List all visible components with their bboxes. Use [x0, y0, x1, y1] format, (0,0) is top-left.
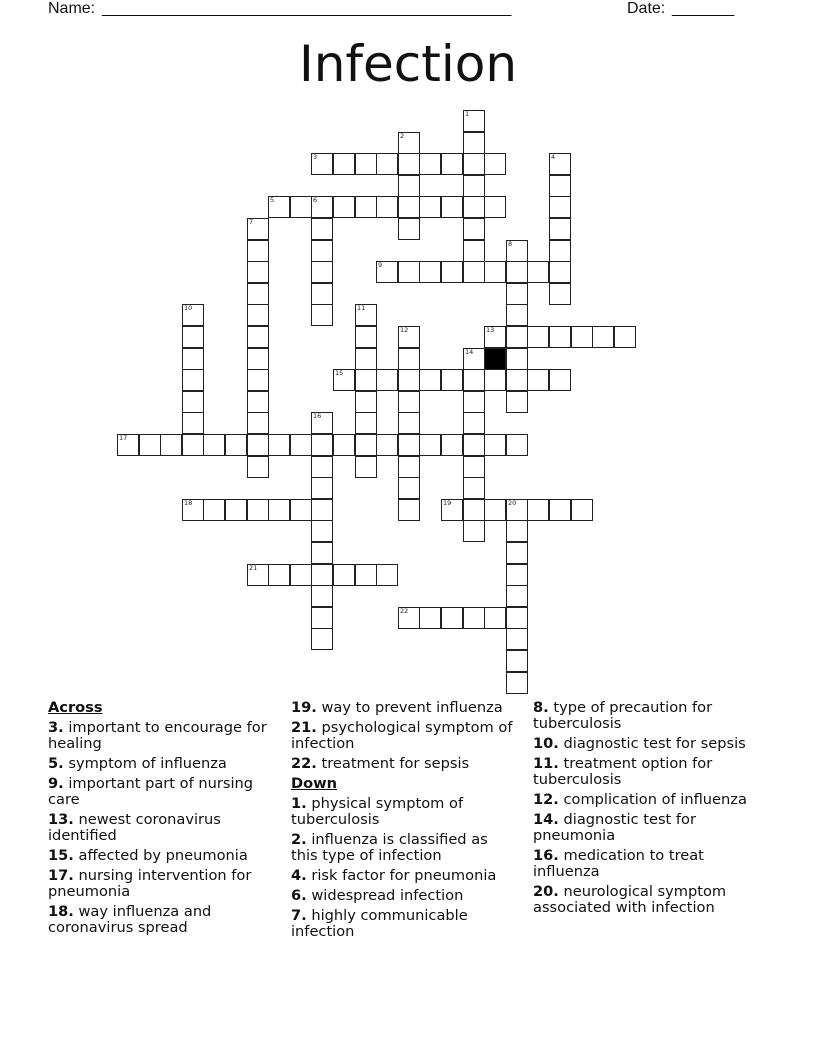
clue-text: influenza is classified as this type of infection	[291, 831, 488, 864]
grid-cell[interactable]	[333, 196, 355, 218]
grid-cell[interactable]	[247, 369, 269, 391]
grid-cell[interactable]	[376, 434, 398, 456]
clue-number: 13.	[48, 811, 74, 828]
clue-number: 15.	[48, 847, 74, 864]
grid-cell[interactable]	[398, 391, 420, 413]
across-heading: Across	[48, 699, 103, 716]
grid-cell[interactable]	[311, 412, 333, 434]
grid-cell[interactable]	[506, 304, 528, 326]
grid-cell[interactable]	[463, 412, 485, 434]
grid-cell[interactable]	[463, 520, 485, 542]
grid-cell[interactable]	[484, 326, 506, 348]
grid-cell[interactable]	[463, 153, 485, 175]
clue-text: important part of nursing care	[48, 775, 254, 808]
cell-number: 20	[508, 499, 517, 507]
grid-cell[interactable]	[160, 434, 182, 456]
clue-down-20	[533, 884, 763, 916]
grid-cell[interactable]	[441, 196, 463, 218]
grid-cell[interactable]	[333, 564, 355, 586]
grid-cell[interactable]	[549, 369, 571, 391]
grid-cell[interactable]	[376, 153, 398, 175]
grid-cell[interactable]	[506, 542, 528, 564]
grid-cell[interactable]	[484, 196, 506, 218]
grid-cell[interactable]	[463, 240, 485, 262]
clue-down-12	[533, 792, 763, 808]
grid-cell[interactable]	[311, 456, 333, 478]
grid-cell[interactable]	[506, 499, 528, 521]
grid-cell[interactable]	[247, 261, 269, 283]
clue-number: 20.	[533, 883, 559, 900]
grid-cell[interactable]	[247, 283, 269, 305]
grid-cell[interactable]	[419, 369, 441, 391]
cell-number: 14	[465, 348, 474, 356]
grid-cell[interactable]	[376, 564, 398, 586]
cell-number: 10	[184, 304, 193, 312]
grid-cell[interactable]	[463, 369, 485, 391]
grid-cell[interactable]	[398, 175, 420, 197]
cell-number: 3	[313, 153, 318, 161]
grid-cell[interactable]	[311, 153, 333, 175]
clue-text: psychological symptom of infection	[291, 719, 513, 752]
grid-cell[interactable]	[463, 132, 485, 154]
clue-number: 19.	[291, 699, 317, 716]
grid-cell[interactable]	[117, 434, 139, 456]
grid-cell[interactable]	[355, 456, 377, 478]
grid-cell[interactable]	[139, 434, 161, 456]
grid-cell[interactable]	[182, 391, 204, 413]
clue-text: highly communicable infection	[291, 907, 468, 940]
grid-cell[interactable]	[549, 499, 571, 521]
grid-cell[interactable]	[376, 369, 398, 391]
grid-cell[interactable]	[247, 240, 269, 262]
date-field-line[interactable]: _______	[672, 0, 735, 17]
clue-across-13	[48, 812, 274, 844]
grid-cell[interactable]	[527, 369, 549, 391]
clue-across-3	[48, 720, 274, 752]
clue-text: treatment for sepsis	[321, 755, 470, 772]
clue-number: 12.	[533, 791, 559, 808]
grid-cell[interactable]	[355, 564, 377, 586]
grid-cell[interactable]	[549, 240, 571, 262]
grid-cell[interactable]	[506, 585, 528, 607]
grid-cell[interactable]	[398, 218, 420, 240]
grid-cell[interactable]	[549, 196, 571, 218]
grid-cell[interactable]	[247, 456, 269, 478]
clue-number: 18.	[48, 903, 74, 920]
grid-cell[interactable]	[355, 153, 377, 175]
cell-number: 1	[465, 110, 470, 118]
grid-cell[interactable]	[182, 499, 204, 521]
grid-cell[interactable]	[484, 434, 506, 456]
clue-number: 17.	[48, 867, 74, 884]
grid-cell[interactable]	[441, 499, 463, 521]
grid-cell[interactable]	[225, 434, 247, 456]
grid-cell[interactable]	[463, 175, 485, 197]
grid-cell[interactable]	[247, 499, 269, 521]
grid-cell[interactable]	[549, 153, 571, 175]
clue-across-9	[48, 776, 274, 808]
clue-text: widespread infection	[311, 887, 464, 904]
grid-cell[interactable]	[268, 196, 290, 218]
clue-across-19	[291, 700, 519, 716]
grid-cell[interactable]	[398, 369, 420, 391]
grid-cell[interactable]	[376, 261, 398, 283]
grid-cell[interactable]	[333, 434, 355, 456]
grid-cell[interactable]	[506, 391, 528, 413]
grid-cell[interactable]	[311, 564, 333, 586]
cell-number: 4	[551, 153, 556, 161]
grid-cell[interactable]	[571, 326, 593, 348]
grid-cell[interactable]	[182, 369, 204, 391]
grid-cell[interactable]	[311, 283, 333, 305]
clue-down-1	[291, 796, 519, 828]
grid-cell[interactable]	[549, 326, 571, 348]
grid-cell[interactable]	[592, 326, 614, 348]
grid-cell[interactable]	[463, 196, 485, 218]
clue-across-21	[291, 720, 519, 752]
grid-cell[interactable]	[290, 434, 312, 456]
down-heading: Down	[291, 775, 338, 792]
grid-cell[interactable]	[355, 326, 377, 348]
grid-cell[interactable]	[484, 153, 506, 175]
clue-text: risk factor for pneumonia	[311, 867, 497, 884]
clue-text: way influenza and coronavirus spread	[48, 903, 212, 936]
clue-down-16	[533, 848, 763, 880]
cell-number: 16	[313, 412, 322, 420]
grid-cell[interactable]	[311, 477, 333, 499]
cell-number: 11	[357, 304, 366, 312]
grid-cell[interactable]	[247, 434, 269, 456]
grid-cell[interactable]	[419, 196, 441, 218]
grid-cell[interactable]	[311, 542, 333, 564]
clue-number: 9.	[48, 775, 64, 792]
grid-cell[interactable]	[506, 650, 528, 672]
grid-cell[interactable]	[311, 218, 333, 240]
name-field-line[interactable]: ______________________________________________	[102, 0, 512, 17]
clue-text: treatment option for tuberculosis	[533, 755, 713, 788]
clue-number: 7.	[291, 907, 307, 924]
clue-down-2	[291, 832, 519, 864]
grid-cell[interactable]	[527, 261, 549, 283]
clue-text: physical symptom of tuberculosis	[291, 795, 464, 828]
grid-cell[interactable]	[268, 499, 290, 521]
grid-cell[interactable]	[549, 283, 571, 305]
cell-number: 17	[119, 434, 128, 442]
clue-down-14	[533, 812, 763, 844]
grid-cell[interactable]	[506, 348, 528, 370]
grid-cell[interactable]	[506, 607, 528, 629]
grid-cell[interactable]	[398, 477, 420, 499]
clue-number: 8.	[533, 699, 549, 716]
clue-down-8	[533, 700, 763, 732]
grid-cell[interactable]	[484, 261, 506, 283]
cell-number: 13	[486, 326, 495, 334]
clue-text: symptom of influenza	[68, 755, 227, 772]
clue-number: 4.	[291, 867, 307, 884]
clue-across-17	[48, 868, 274, 900]
grid-cell[interactable]	[182, 412, 204, 434]
cell-number: 7	[249, 218, 254, 226]
clue-across-22	[291, 756, 519, 772]
grid-cell[interactable]	[311, 196, 333, 218]
clue-number: 21.	[291, 719, 317, 736]
clue-down-7	[291, 908, 519, 940]
grid-cell[interactable]	[290, 499, 312, 521]
grid-cell[interactable]	[506, 261, 528, 283]
grid-cell[interactable]	[614, 326, 636, 348]
grid-cell[interactable]	[463, 434, 485, 456]
grid-cell[interactable]	[247, 348, 269, 370]
cell-number: 6	[313, 196, 318, 204]
grid-cell[interactable]	[311, 628, 333, 650]
grid-cell[interactable]	[419, 607, 441, 629]
grid-cell[interactable]	[506, 520, 528, 542]
clue-text: diagnostic test for sepsis	[563, 735, 746, 752]
grid-cell[interactable]	[506, 564, 528, 586]
date-label: Date:	[627, 0, 666, 17]
grid-cell[interactable]	[463, 477, 485, 499]
clue-number: 2.	[291, 831, 307, 848]
grid-cell[interactable]	[355, 304, 377, 326]
grid-cell[interactable]	[398, 348, 420, 370]
grid-cell[interactable]	[355, 434, 377, 456]
grid-cell[interactable]	[355, 412, 377, 434]
clue-down-11	[533, 756, 763, 788]
grid-cell[interactable]	[311, 434, 333, 456]
cell-number: 15	[335, 369, 344, 377]
clue-text: nursing intervention for pneumonia	[48, 867, 252, 900]
clue-number: 11.	[533, 755, 559, 772]
grid-cell[interactable]	[182, 326, 204, 348]
grid-cell[interactable]	[463, 391, 485, 413]
grid-cell[interactable]	[311, 240, 333, 262]
clue-number: 14.	[533, 811, 559, 828]
grid-cell[interactable]	[463, 607, 485, 629]
clue-across-15	[48, 848, 274, 864]
clue-text: way to prevent influenza	[321, 699, 503, 716]
grid-cell[interactable]	[333, 369, 355, 391]
grid-cell[interactable]	[463, 499, 485, 521]
grid-cell[interactable]	[506, 434, 528, 456]
grid-cell[interactable]	[506, 628, 528, 650]
grid-cell[interactable]	[441, 261, 463, 283]
grid-cell[interactable]	[419, 261, 441, 283]
grid-cell[interactable]	[398, 153, 420, 175]
puzzle-title: Infection	[298, 35, 518, 93]
clues-column-3	[533, 700, 763, 920]
grid-cell[interactable]	[203, 434, 225, 456]
grid-cell[interactable]	[398, 499, 420, 521]
cell-number: 9	[378, 261, 383, 269]
cell-number: 19	[443, 499, 452, 507]
clue-text: newest coronavirus identified	[48, 811, 221, 844]
clue-number: 10.	[533, 735, 559, 752]
grid-cell[interactable]	[463, 218, 485, 240]
grid-cell[interactable]	[484, 607, 506, 629]
grid-cell[interactable]	[355, 196, 377, 218]
clue-number: 6.	[291, 887, 307, 904]
grid-cell[interactable]	[571, 499, 593, 521]
grid-cell[interactable]	[398, 261, 420, 283]
grid-cell[interactable]	[182, 434, 204, 456]
clue-text: neurological symptom associated with infection	[533, 883, 727, 916]
clue-number: 16.	[533, 847, 559, 864]
grid-cell[interactable]	[549, 218, 571, 240]
grid-cell[interactable]	[247, 412, 269, 434]
grid-cell[interactable]	[290, 196, 312, 218]
grid-cell[interactable]	[441, 434, 463, 456]
cell-number: 18	[184, 499, 193, 507]
grid-cell[interactable]	[268, 564, 290, 586]
grid-cell[interactable]	[182, 304, 204, 326]
clues-column-2	[291, 700, 519, 944]
grid-cell[interactable]	[247, 218, 269, 240]
name-label: Name:	[48, 0, 96, 17]
clue-number: 5.	[48, 755, 64, 772]
grid-cell[interactable]	[463, 348, 485, 370]
grid-cell[interactable]	[441, 607, 463, 629]
grid-cell[interactable]	[463, 110, 485, 132]
grid-cell[interactable]	[419, 434, 441, 456]
clue-text: affected by pneumonia	[78, 847, 248, 864]
cell-number: 22	[400, 607, 409, 615]
grid-cell[interactable]	[549, 261, 571, 283]
grid-cell[interactable]	[398, 326, 420, 348]
grid-cell[interactable]	[419, 153, 441, 175]
grid-cell[interactable]	[398, 434, 420, 456]
clue-text: type of precaution for tuberculosis	[533, 699, 713, 732]
grid-cell[interactable]	[182, 348, 204, 370]
cell-number: 8	[508, 240, 513, 248]
clue-text: important to encourage for healing	[48, 719, 267, 752]
grid-cell[interactable]	[311, 585, 333, 607]
grid-cell-blocked	[484, 348, 506, 370]
clue-number: 1.	[291, 795, 307, 812]
clue-down-4	[291, 868, 519, 884]
grid-cell[interactable]	[506, 283, 528, 305]
grid-cell[interactable]	[290, 564, 312, 586]
grid-cell[interactable]	[355, 391, 377, 413]
grid-cell[interactable]	[355, 369, 377, 391]
grid-cell[interactable]	[247, 326, 269, 348]
cell-number: 21	[249, 564, 258, 572]
grid-cell[interactable]	[484, 369, 506, 391]
clue-text: medication to treat influenza	[533, 847, 704, 880]
grid-cell[interactable]	[247, 304, 269, 326]
grid-cell[interactable]	[247, 391, 269, 413]
grid-cell[interactable]	[527, 326, 549, 348]
clue-across-18	[48, 904, 274, 936]
grid-cell[interactable]	[506, 326, 528, 348]
grid-cell[interactable]	[311, 261, 333, 283]
grid-cell[interactable]	[398, 412, 420, 434]
cell-number: 2	[400, 132, 405, 140]
grid-cell[interactable]	[203, 499, 225, 521]
clues-column-1	[48, 700, 274, 940]
grid-cell[interactable]	[549, 175, 571, 197]
grid-cell[interactable]	[441, 153, 463, 175]
grid-cell[interactable]	[484, 499, 506, 521]
grid-cell[interactable]	[398, 607, 420, 629]
grid-cell[interactable]	[311, 607, 333, 629]
clue-text: complication of influenza	[563, 791, 747, 808]
grid-cell[interactable]	[311, 304, 333, 326]
clue-down-10	[533, 736, 763, 752]
grid-cell[interactable]	[463, 456, 485, 478]
grid-cell[interactable]	[441, 369, 463, 391]
grid-cell[interactable]	[398, 132, 420, 154]
clue-number: 22.	[291, 755, 317, 772]
grid-cell[interactable]	[506, 672, 528, 694]
grid-cell[interactable]	[506, 240, 528, 262]
grid-cell[interactable]	[527, 499, 549, 521]
grid-cell[interactable]	[355, 348, 377, 370]
grid-cell[interactable]	[311, 499, 333, 521]
grid-cell[interactable]	[225, 499, 247, 521]
grid-cell[interactable]	[311, 520, 333, 542]
clue-number: 3.	[48, 719, 64, 736]
clue-across-5	[48, 756, 274, 772]
grid-cell[interactable]	[247, 564, 269, 586]
grid-cell[interactable]	[398, 456, 420, 478]
clue-text: diagnostic test for pneumonia	[533, 811, 696, 844]
cell-number: 12	[400, 326, 409, 334]
grid-cell[interactable]	[333, 153, 355, 175]
grid-cell[interactable]	[398, 196, 420, 218]
cell-number: 5	[270, 196, 275, 204]
grid-cell[interactable]	[506, 369, 528, 391]
grid-cell[interactable]	[376, 196, 398, 218]
grid-cell[interactable]	[268, 434, 290, 456]
grid-cell[interactable]	[463, 261, 485, 283]
clue-down-6	[291, 888, 519, 904]
